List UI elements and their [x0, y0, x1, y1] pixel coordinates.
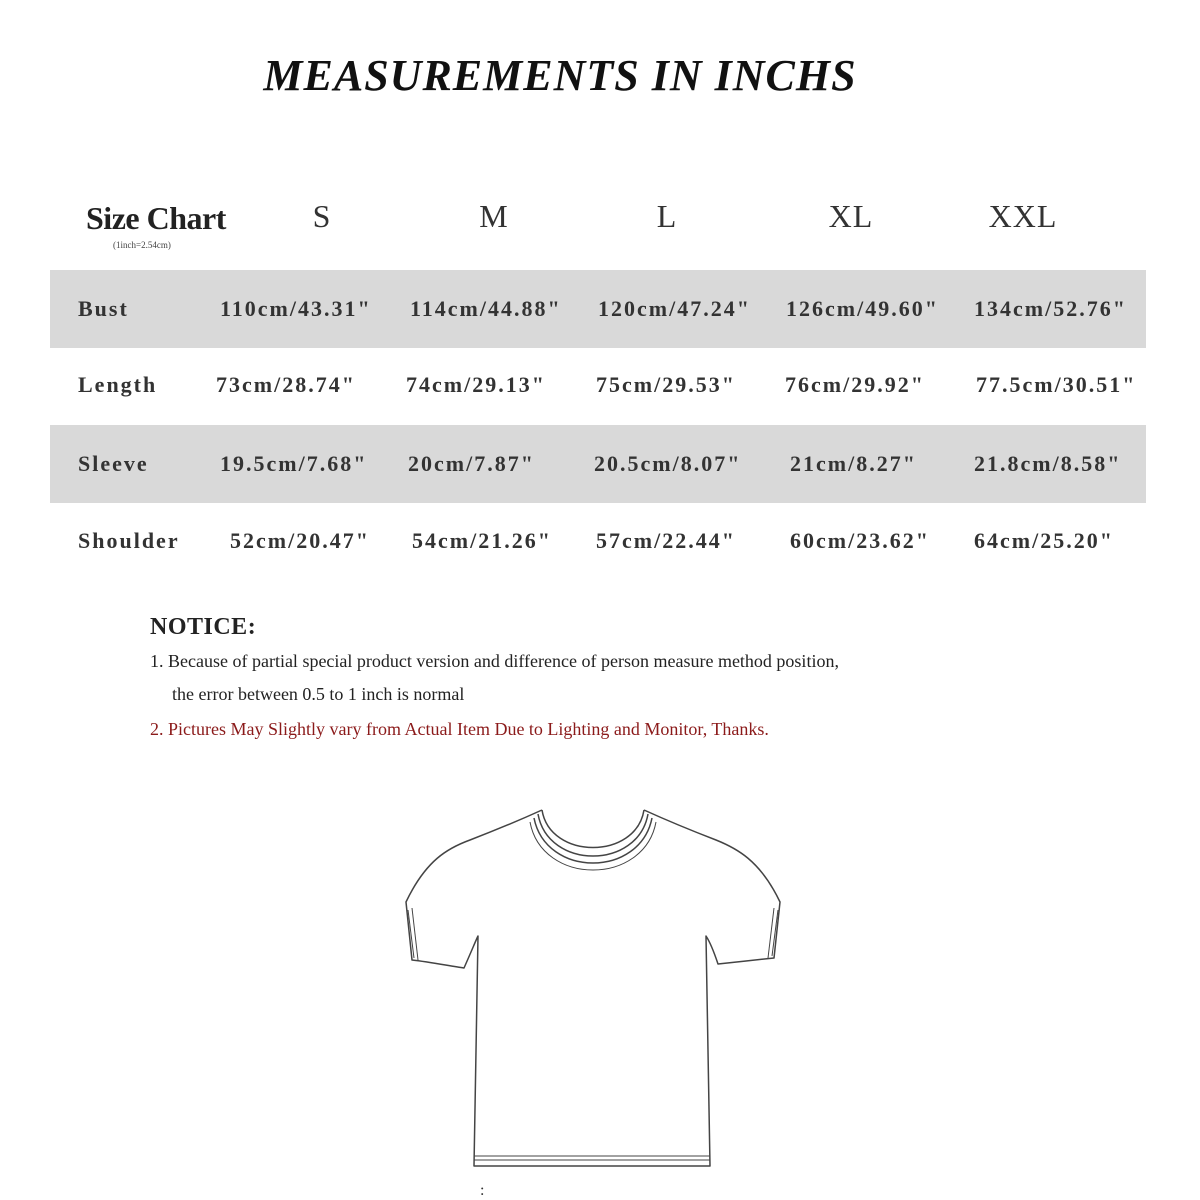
size-header-xl: XL: [828, 198, 874, 234]
notice-section: [150, 614, 1050, 740]
table-cell: 21cm/8.27": [790, 451, 917, 476]
size-header-l: L: [656, 198, 678, 234]
table-cell: 21.8cm/8.58": [974, 451, 1122, 476]
size-header-m: M: [479, 198, 509, 234]
table-cell: 120cm/47.24": [598, 296, 751, 321]
table-row-length: [50, 346, 1146, 424]
decorative-mark: :: [480, 1182, 485, 1199]
notice-line-1: 1. Because of partial special product version and difference of person measure method position,: [150, 651, 839, 671]
table-cell: 74cm/29.13": [406, 372, 546, 397]
size-chart-label: Size Chart: [86, 200, 226, 236]
tshirt-outline-icon: [400, 800, 790, 1180]
table-cell: 60cm/23.62": [790, 528, 930, 553]
table-cell: 64cm/25.20": [974, 528, 1114, 553]
row-label: Shoulder: [78, 528, 180, 553]
page-title: MEASUREMENTS IN INCHS: [263, 51, 857, 100]
table-cell: 52cm/20.47": [230, 528, 370, 553]
row-label: Length: [78, 372, 158, 397]
row-label: Sleeve: [78, 451, 149, 476]
notice-line-1-continued: the error between 0.5 to 1 inch is normal: [172, 684, 465, 704]
table-cell: 20cm/7.87": [408, 451, 535, 476]
table-cell: 75cm/29.53": [596, 372, 736, 397]
notice-heading: NOTICE:: [150, 614, 257, 640]
table-cell: 73cm/28.74": [216, 372, 356, 397]
table-cell: 54cm/21.26": [412, 528, 552, 553]
table-row-bust: [50, 270, 1146, 348]
table-cell: 20.5cm/8.07": [594, 451, 742, 476]
size-header-s: S: [312, 198, 332, 234]
table-cell: 19.5cm/7.68": [220, 451, 368, 476]
notice-line-2: 2. Pictures May Slightly vary from Actual Item Due to Lighting and Monitor, Thanks.: [150, 719, 769, 739]
size-chart-header: [0, 190, 1200, 260]
table-cell: 57cm/22.44": [596, 528, 736, 553]
row-label: Bust: [78, 296, 129, 321]
table-cell: 110cm/43.31": [220, 296, 372, 321]
table-cell: 126cm/49.60": [786, 296, 939, 321]
table-row-sleeve: [50, 425, 1146, 503]
table-cell: 134cm/52.76": [974, 296, 1127, 321]
size-header-xxl: XXL: [988, 198, 1058, 234]
table-cell: 76cm/29.92": [785, 372, 925, 397]
conversion-note: (1inch=2.54cm): [113, 240, 171, 250]
table-cell: 114cm/44.88": [410, 296, 562, 321]
table-cell: 77.5cm/30.51": [976, 372, 1137, 397]
table-row-shoulder: [50, 502, 1146, 580]
